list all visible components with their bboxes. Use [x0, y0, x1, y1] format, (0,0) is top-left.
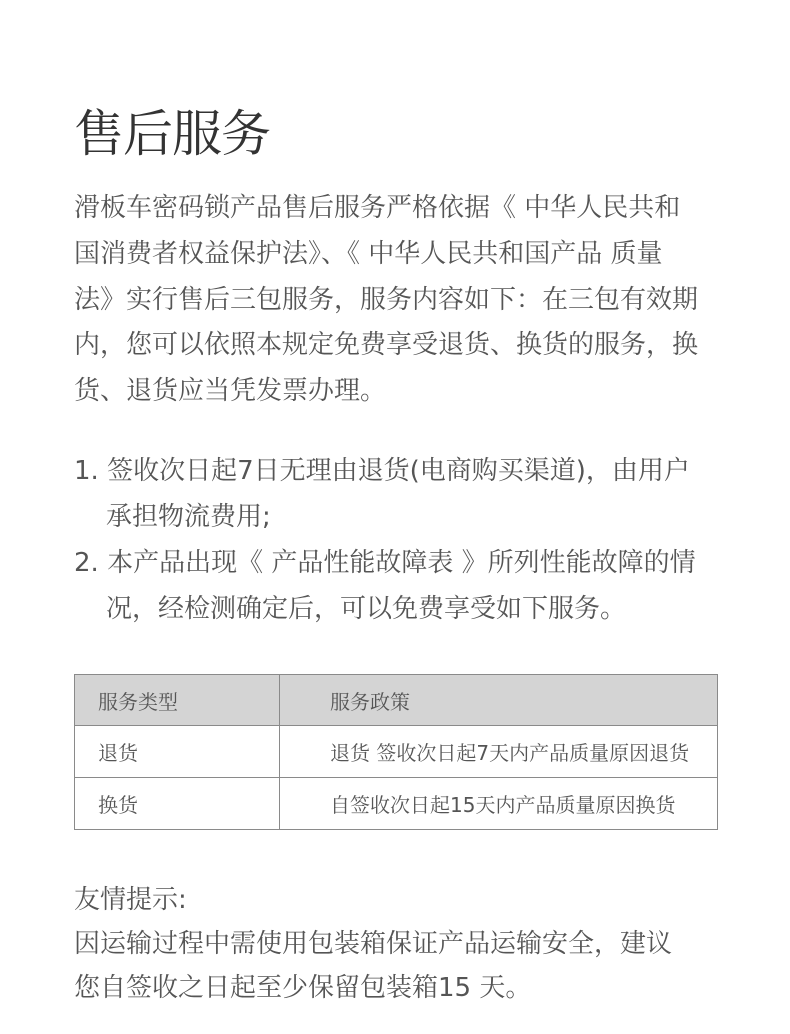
list-item-2-line-1: 2. 本产品出现《 产品性能故障表 》所列性能故障的情 [74, 548, 696, 578]
tips-heading: 友情提示: [74, 885, 187, 915]
tips-section [74, 878, 718, 1010]
cell-service-type: 退货 [75, 726, 280, 778]
intro-line: 国消费者权益保护法》、《 中华人民共和国产品 质量 [74, 238, 663, 269]
list-item-1-line-2: 承担物流费用; [106, 502, 271, 532]
intro-line: 法》实行售后三包服务，服务内容如下：在三包有效期 [74, 284, 699, 315]
header-service-type: 服务类型 [75, 675, 280, 726]
page-title: 售后服务 [74, 105, 270, 163]
service-policy-table [74, 674, 718, 830]
cell-service-type: 换货 [75, 778, 280, 830]
cell-service-policy: 自签收次日起15天内产品质量原因换货 [280, 778, 718, 830]
intro-line: 滑板车密码锁产品售后服务严格依据《 中华人民共和 [74, 193, 681, 223]
list-item-1-line-1: 1. 签收次日起7日无理由退货(电商购买渠道)，由用户 [74, 456, 690, 486]
list-item-2-line-2: 况，经检测确定后，可以免费享受如下服务。 [106, 594, 627, 624]
table-header-row [75, 675, 718, 726]
intro-line: 内，您可以依照本规定免费享受退货、换货的服务，换 [74, 330, 699, 361]
tips-line: 因运输过程中需使用包装箱保证产品运输安全，建议 [74, 929, 673, 959]
tips-line: 您自签收之日起至少保留包装箱15 天。 [74, 973, 532, 1003]
intro-paragraph [74, 186, 718, 415]
cell-service-policy: 退货 签收次日起7天内产品质量原因退货 [280, 726, 718, 778]
policy-list [74, 448, 718, 632]
header-service-policy: 服务政策 [280, 675, 718, 726]
intro-line: 货、退货应当凭发票办理。 [74, 376, 387, 407]
table-row [75, 726, 718, 778]
table-row [75, 778, 718, 830]
